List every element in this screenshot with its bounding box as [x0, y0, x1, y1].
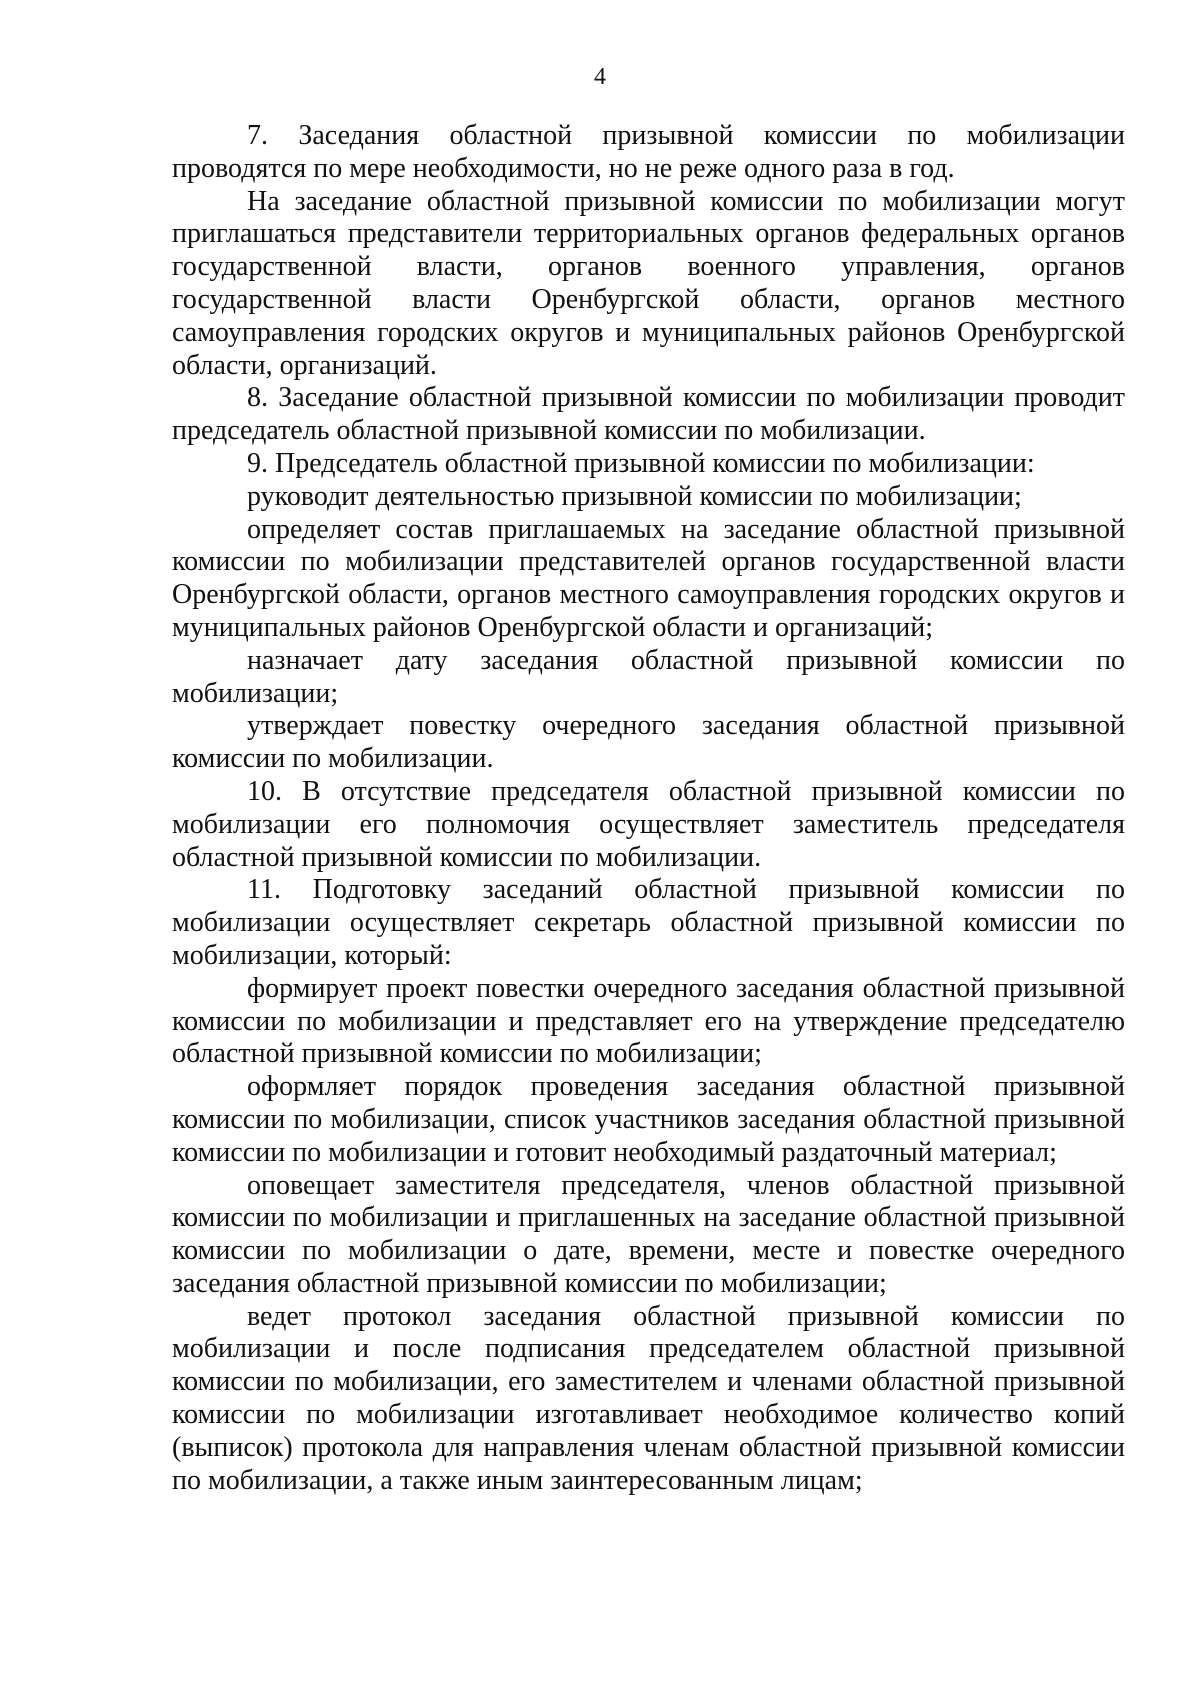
paragraph-7-invitees: На заседание областной призывной комиссии по мобилизации могут приглашаться представители территориальных органов федеральных органов государственной власти, органов военного управления, органов государственной власти Оренбургской области, органов местного самоуправления городских округов и муниципальных районов Оренбургской области, организаций.: [172, 185, 1125, 381]
paragraph-9-item-1: руководит деятельностью призывной комиссии по мобилизации;: [247, 480, 1022, 512]
paragraph-9: 9. Председатель областной призывной комиссии по мобилизации:: [247, 447, 1035, 479]
paragraph-11: 11. Подготовку заседаний областной призывной комиссии по мобилизации осуществляет секретарь областной призывной комиссии по мобилизации, который:: [172, 874, 1125, 971]
paragraph-10: 10. В отсутствие председателя областной призывной комиссии по мобилизации его полномочия осуществляет заместитель председателя областной призывной комиссии по мобилизации.: [172, 775, 1125, 873]
paragraph-9-item-2: определяет состав приглашаемых на заседание областной призывной комиссии по мобилизации представителей органов государственной власти Оренбургской области, органов местного самоуправления городских округов и муниципальных районов Оренбургской области и организаций;: [172, 513, 1125, 643]
paragraph-11-item-3: оповещает заместителя председателя, членов областной призывной комиссии по мобилизации и приглашенных на заседание областной призывной комиссии по мобилизации о дате, времени, месте и повестке очередного заседания областной призывной комиссии по мобилизации;: [172, 1169, 1125, 1299]
paragraph-11-item-2: оформляет порядок проведения заседания областной призывной комиссии по мобилизации, список участников заседания областной призывной комиссии по мобилизации и готовит необходимый раздаточный материал;: [172, 1071, 1125, 1168]
paragraph-8: 8. Заседание областной призывной комиссии по мобилизации проводит председатель областной призывной комиссии по мобилизации.: [172, 382, 1125, 447]
paragraph-7: 7. Заседания областной призывной комиссии по мобилизации проводятся по мере необходимости, но не реже одного раза в год.: [172, 120, 1125, 184]
paragraph-11-item-1: формирует проект повестки очередного заседания областной призывной комиссии по мобилизации и представляет его на утверждение председателю областной призывной комиссии по мобилизации;: [172, 972, 1125, 1070]
document-body: [172, 120, 1125, 1497]
page-number: 4: [594, 64, 606, 90]
paragraph-11-item-4: ведет протокол заседания областной призывной комиссии по мобилизации и после подписания председателем областной призывной комиссии по мобилизации, его заместителем и членами областной призывной комиссии по мобилизации изготавливает необходимое количество копий (выписок) протокола для направления членам областной призывной комиссии по мобилизации, а также иным заинтересованным лицам;: [172, 1300, 1125, 1496]
paragraph-9-item-3: назначает дату заседания областной призывной комиссии по мобилизации;: [172, 644, 1125, 709]
paragraph-9-item-4: утверждает повестку очередного заседания областной призывной комиссии по мобилизации.: [172, 710, 1125, 775]
